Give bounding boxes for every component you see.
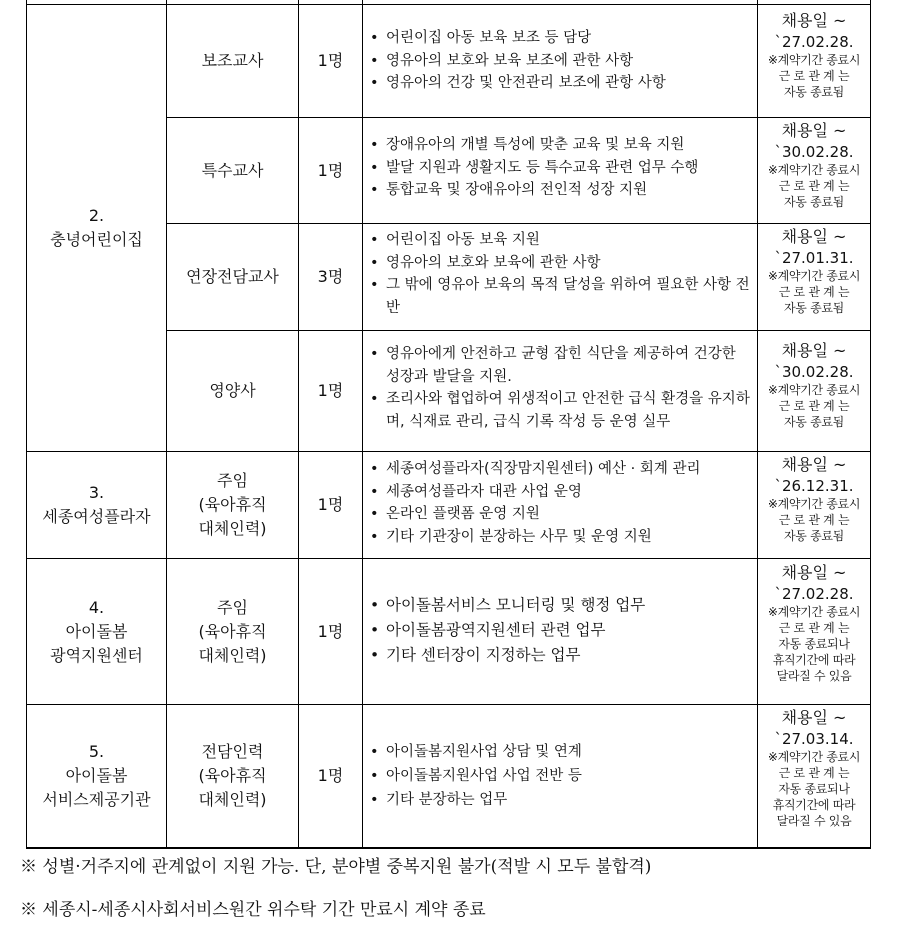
term-cell [758, 120, 870, 210]
term-note: 자동 종료됨 [784, 301, 844, 315]
duty-item: • 기타 센터장이 지정하는 업무 [366, 643, 752, 668]
term-label: 채용일 ~ [781, 341, 847, 360]
duty-item: • 발달 지원과 생활지도 등 특수교육 관련 업무 수행 [366, 157, 752, 180]
duty-item: • 영유아의 건강 및 안전관리 보조에 관항 사항 [366, 72, 752, 95]
duty-item: • 아이돌봄지원사업 상담 및 연계 [366, 740, 752, 764]
org-number: 2. [88, 206, 105, 225]
term-note: 근 로 관 계 는 [778, 513, 850, 527]
org-cell [27, 559, 166, 704]
term-note: 자동 종료됨 [784, 529, 844, 543]
headcount-cell [299, 705, 362, 847]
term-note: 휴직기간에 따라 [772, 798, 856, 812]
headcount-cell [299, 5, 362, 117]
term-cell [758, 10, 870, 100]
position-detail: (육아휴직 [198, 766, 267, 785]
headcount: 1명 [317, 160, 344, 180]
headcount: 1명 [317, 621, 344, 641]
duty-item: • 세종여성플라자(직장맘지원센터) 예산 · 회계 관리 [366, 458, 752, 481]
org-number: 3. [88, 483, 105, 502]
term-date: `26.12.31. [774, 477, 854, 495]
term-note: 달라질 수 있음 [776, 814, 852, 828]
headcount: 1명 [317, 381, 344, 400]
org-cell [27, 452, 166, 558]
duties-cell [366, 229, 752, 319]
duty-item: • 아이돌봄지원사업 사업 전반 등 [366, 764, 752, 788]
term-note: 근 로 관 계 는 [778, 285, 850, 299]
term-note: ※계약기간 종료시 [767, 497, 861, 511]
headcount: 1명 [317, 766, 344, 785]
term-note: 자동 종료됨 [784, 85, 844, 99]
table-border-right [870, 0, 871, 848]
position-cell [167, 118, 298, 223]
term-note: ※계약기간 종료시 [767, 163, 861, 177]
position-cell [167, 452, 298, 558]
duty-item: • 통합교육 및 장애유아의 전인적 성장 지원 [366, 179, 752, 202]
org-number: 5. [88, 742, 105, 761]
term-note: 근 로 관 계 는 [778, 621, 850, 635]
term-note: ※계약기간 종료시 [767, 383, 861, 397]
org-cell [27, 5, 166, 451]
position-cell [167, 224, 298, 330]
duty-item: • 어린이집 아동 보육 지원 [366, 229, 752, 252]
position-name: 특수교사 [201, 160, 264, 180]
org-name: 아이돌봄 [65, 621, 128, 641]
duty-item: • 온라인 플랫폼 운영 지원 [366, 503, 752, 526]
duties-cell [366, 343, 752, 433]
position-cell [167, 559, 298, 704]
headcount: 1명 [317, 51, 344, 70]
duty-item: • 어린이집 아동 보육 보조 등 담당 [366, 27, 752, 50]
term-label: 채용일 ~ [781, 11, 847, 30]
position-cell [167, 705, 298, 847]
table-border-bottom [26, 847, 871, 849]
term-note: 휴직기간에 따라 [772, 653, 856, 667]
position-name: 주임 [217, 471, 248, 490]
org-name: 세종여성플라자 [42, 507, 151, 526]
footnote-eligibility: ※ 성별·거주지에 관계없이 지원 가능. 단, 분야별 중복지원 불가(적발 시 모두 불합격) [20, 857, 652, 877]
org-name: 충녕어린이집 [50, 230, 143, 249]
term-label: 채용일 ~ [781, 227, 847, 246]
term-note: 자동 종료됨 [784, 415, 844, 429]
headcount: 3명 [317, 267, 344, 286]
position-detail: 대체인력) [198, 519, 267, 538]
org-cell [27, 705, 166, 847]
term-note: 근 로 관 계 는 [778, 766, 850, 780]
column-divider [362, 0, 363, 848]
position-name: 보조교사 [201, 51, 264, 70]
duty-item: • 기타 기관장이 분장하는 사무 및 운영 지원 [366, 526, 752, 549]
term-note: 근 로 관 계 는 [778, 179, 850, 193]
duty-item: • 아이돌봄서비스 모니터링 및 행정 업무 [366, 593, 752, 618]
position-cell [167, 5, 298, 117]
term-note: ※계약기간 종료시 [767, 269, 861, 283]
duties-cell [366, 458, 752, 548]
duty-item: • 기타 분장하는 업무 [366, 788, 752, 812]
headcount-cell [299, 224, 362, 330]
term-note: 자동 종료되나 [778, 782, 850, 796]
duty-item: • 조리사와 협업하여 위생적이고 안전한 급식 환경을 유지하며, 식재료 관리, 급식 기록 작성 등 운영 실무 [366, 388, 752, 433]
duties-cell [366, 27, 752, 95]
term-date: `27.01.31. [774, 249, 854, 267]
term-cell [758, 226, 870, 316]
term-date: `27.02.28. [774, 585, 854, 603]
org-name: 아이돌봄 [65, 766, 128, 785]
position-name: 주임 [217, 597, 248, 617]
headcount-cell [299, 118, 362, 223]
duty-item: • 영유아의 보호와 보육 보조에 관한 사항 [366, 50, 752, 73]
term-date: `27.02.28. [774, 33, 854, 51]
term-note: 달라질 수 있음 [776, 669, 852, 683]
duty-item: • 영유아에게 안전하고 균형 잡힌 식단을 제공하여 건강한 성장과 발달을 지원. [366, 343, 752, 388]
duty-item: • 아이돌봄광역지원센터 관련 업무 [366, 618, 752, 643]
headcount-cell [299, 331, 362, 451]
term-label: 채용일 ~ [781, 121, 847, 140]
duties-cell [366, 134, 752, 202]
term-note: 근 로 관 계 는 [778, 399, 850, 413]
term-note: ※계약기간 종료시 [767, 750, 861, 764]
headcount: 1명 [317, 495, 344, 514]
position-detail: 대체인력) [198, 645, 267, 665]
position-name: 영양사 [209, 381, 256, 400]
term-cell [758, 707, 870, 829]
term-date: `30.02.28. [774, 363, 854, 381]
position-name: 연장전담교사 [186, 267, 279, 286]
org-name: 광역지원센터 [50, 645, 143, 665]
term-note: ※계약기간 종료시 [767, 53, 861, 67]
duty-item: • 영유아의 보호와 보육에 관한 사항 [366, 252, 752, 275]
term-cell [758, 340, 870, 430]
term-note: 자동 종료됨 [784, 195, 844, 209]
term-note: 근 로 관 계 는 [778, 69, 850, 83]
duties-cell [366, 593, 752, 668]
position-detail: (육아휴직 [198, 495, 267, 514]
term-cell [758, 454, 870, 544]
headcount-cell [299, 452, 362, 558]
term-date: `27.03.14. [774, 730, 854, 748]
headcount-cell [299, 559, 362, 704]
term-cell [758, 562, 870, 684]
org-name: 서비스제공기관 [42, 790, 151, 809]
position-detail: 대체인력) [198, 790, 267, 809]
duty-item: • 세종여성플라자 대관 사업 운영 [366, 481, 752, 504]
duties-cell [366, 740, 752, 812]
term-label: 채용일 ~ [781, 455, 847, 474]
duty-item: • 그 밖에 영유아 보육의 목적 달성을 위하여 필요한 사항 전반 [366, 274, 752, 319]
term-note: ※계약기간 종료시 [767, 605, 861, 619]
term-label: 채용일 ~ [781, 563, 847, 582]
term-note: 자동 종료되나 [778, 637, 850, 651]
position-name: 전담인력 [201, 742, 264, 761]
duty-item: • 장애유아의 개별 특성에 맞춘 교육 및 보육 지원 [366, 134, 752, 157]
term-date: `30.02.28. [774, 143, 854, 161]
position-cell [167, 331, 298, 451]
footnote-contract-term: ※ 세종시-세종시사회서비스원간 위수탁 기간 만료시 계약 종료 [20, 900, 486, 920]
org-number: 4. [88, 597, 105, 617]
position-detail: (육아휴직 [198, 621, 267, 641]
term-label: 채용일 ~ [781, 708, 847, 727]
